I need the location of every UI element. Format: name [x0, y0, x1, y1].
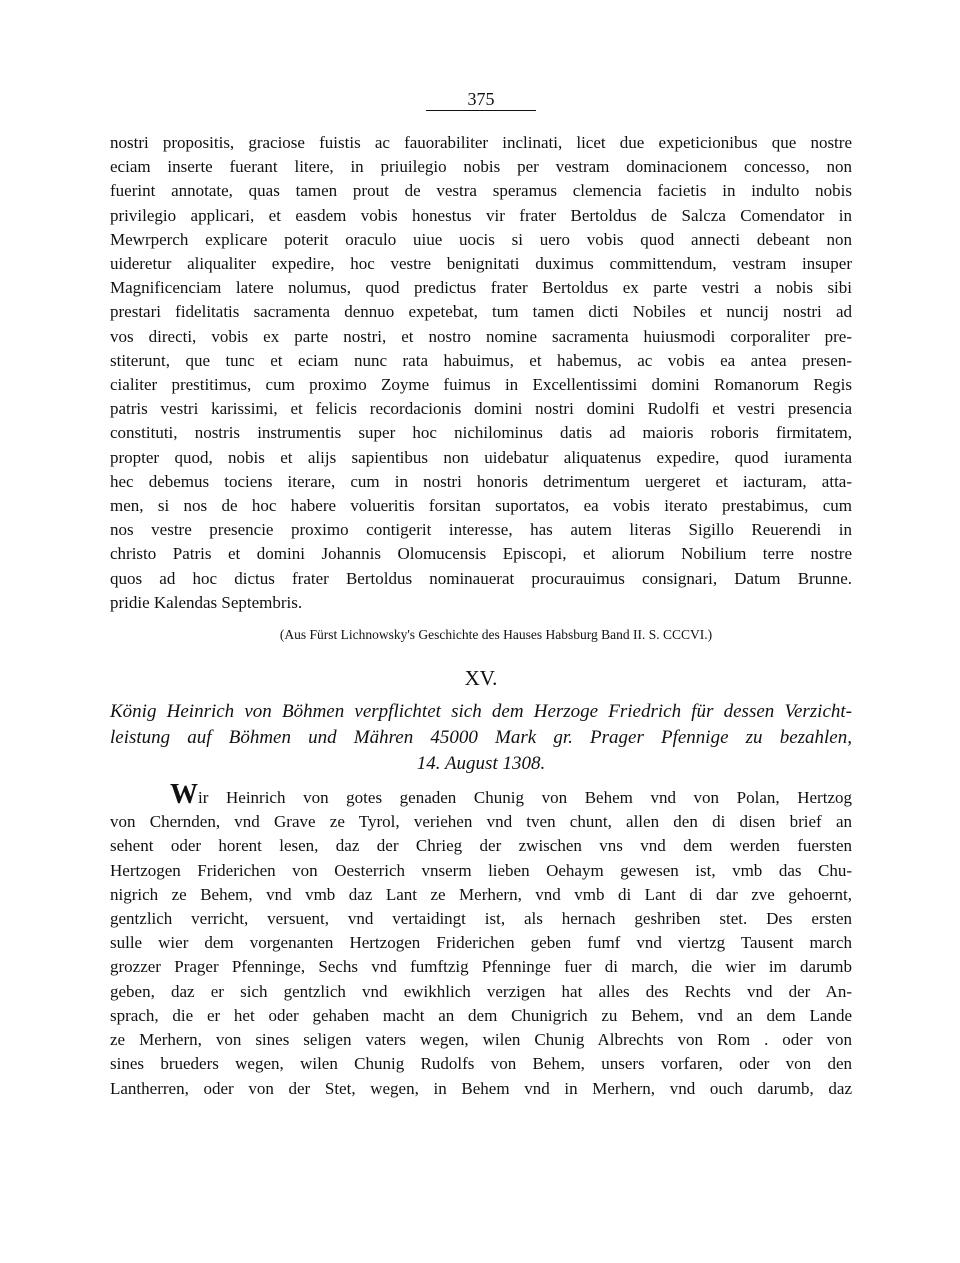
text-line: men, si nos de hoc habere volueritis forsitan suportatos, ea vobis iterato prestabimus, cum	[110, 496, 852, 516]
charter-text	[110, 779, 852, 1101]
text-line: grozzer Prager Pfenninge, Sechs vnd fumftzig Pfenninge fuer di march, die wier im darumb	[110, 957, 852, 977]
text-line: von Chernden, vnd Grave ze Tyrol, veriehen vnd tven chunt, allen den di disen brief an	[110, 812, 852, 832]
text-line: sulle wier dem vorgenanten Hertzogen Friderichen geben fumf vnd viertzg Tausent march	[110, 933, 852, 953]
text-line: sprach, die er het oder gehaben macht an dem Chunigrich zu Behem, vnd an dem Lande	[110, 1005, 852, 1025]
text-line: stiterunt, que tunc et eciam nunc rata habuimus, et habemus, ac vobis ea antea presen-	[110, 350, 852, 370]
text-line: nostri propositis, graciose fuistis ac fauorabiliter inclinati, licet due expeticionibus que nostre	[110, 133, 852, 152]
text-line: fuerint annotate, quas tamen prout de vestra speramus clemencia facietis in indulto nobis	[110, 181, 852, 201]
heading-line: leistung auf Böhmen und Mähren 45000 Mark gr. Prager Pfennige zu bezahlen,	[110, 727, 852, 749]
text-line: propter quod, nobis et alijs sapientibus non uidebatur aliquatenus expedire, quod iuramenta	[110, 447, 852, 467]
text-line: Mewrperch explicare poterit oraculo uiue uocis si uero vobis quod annecti debeant non	[110, 229, 852, 249]
text-line: sines brueders wegen, wilen Chunig Rudolfs von Behem, unsers vorfaren, oder von den	[110, 1054, 852, 1074]
section-number: XV.	[464, 666, 498, 691]
source-citation: (Aus Fürst Lichnowsky's Geschichte des Hauses Habsburg Band II. S. CCCVI.)	[279, 627, 713, 643]
text-line: geben, daz er sich gentzlich vnd ewikhlich verzigen hat alles des Rechts vnd der An-	[110, 981, 852, 1001]
text-line: uideretur aliqualiter expedire, hoc vestre benignitati duximus committendum, vestram insuper	[110, 254, 852, 274]
page-number: 375	[426, 88, 536, 111]
text-line: patris vestri karissimi, et felicis recordacionis domini nostri domini Rudolfi et vestri presencia	[110, 399, 852, 419]
text-line: cialiter prestitimus, cum proximo Zoyme fuimus in Excellentissimi domini Romanorum Regis	[110, 375, 852, 395]
text-line: christo Patris et domini Johannis Olomucensis Episcopi, et aliorum Nobilium terre nostre	[110, 544, 852, 564]
text-line: Magnificenciam latere nolumus, quod predictus frater Bertoldus ex parte vestri a nobis sibi	[110, 278, 852, 298]
first-line-text: ir Heinrich von gotes genaden Chunig von Behem vnd von Polan, Hertzog	[198, 788, 852, 808]
initial-letter: W	[170, 779, 198, 811]
heading-line: König Heinrich von Böhmen verpflichtet sich dem Herzoge Friedrich für dessen Verzicht-	[110, 701, 852, 723]
document-page	[110, 88, 852, 1101]
heading-date: 14. August 1308.	[416, 753, 546, 775]
text-line: Lantherren, oder von der Stet, wegen, in Behem vnd in Merhern, vnd ouch darumb, daz	[110, 1078, 852, 1098]
text-line: Hertzogen Friderichen von Oesterrich vnserm lieben Oehaym gewesen ist, vmb das Chu-	[110, 860, 852, 880]
text-line: privilegio applicari, et easdem vobis honestus vir frater Bertoldus de Salcza Comendator in	[110, 205, 852, 225]
text-line: eciam inserte fuerant litere, in priuilegio nobis per vestram dominacionem concesso, non	[110, 157, 852, 177]
text-line: nos vestre presencie proximo contigerit interesse, has autem literas Sigillo Reuerendi in	[110, 520, 852, 540]
text-line: vos directi, vobis ex parte nostri, et nostro nomine sacramenta huiusmodi corporaliter pre-	[110, 326, 852, 346]
text-line: gentzlich verricht, versuent, vnd vertaidingt ist, als hernach geshriben stet. Des ersten	[110, 909, 852, 929]
charter-first-line	[110, 779, 852, 811]
text-line: constituti, nostris instrumentis super hoc nichilominus datis ad maioris roboris firmitatem,	[110, 423, 852, 443]
section-heading	[110, 699, 852, 777]
text-line: nigrich ze Behem, vnd vmb daz Lant ze Merhern, vnd vmb di Lant di dar zve gehoernt,	[110, 884, 852, 904]
text-line: sehent oder horent lesen, daz der Chrieg der zwischen vns vnd dem werden fuersten	[110, 836, 852, 856]
text-line: ze Merhern, von sines seligen vaters wegen, wilen Chunig Albrechts von Rom . oder von	[110, 1030, 852, 1050]
text-line: prestari fidelitatis sacramenta dennuo expetebat, tum tamen dicti Nobiles et nuncij nostri ad	[110, 302, 852, 322]
text-line: quos ad hoc dictus frater Bertoldus nominauerat procurauimus consignari, Datum Brunne.	[110, 568, 852, 588]
text-line: hec debemus tociens iterare, cum in nostri honoris detrimentum uergeret et iacturam, atta-	[110, 471, 852, 491]
letter-paragraph	[110, 131, 852, 615]
text-line: pridie Kalendas Septembris.	[110, 592, 303, 612]
